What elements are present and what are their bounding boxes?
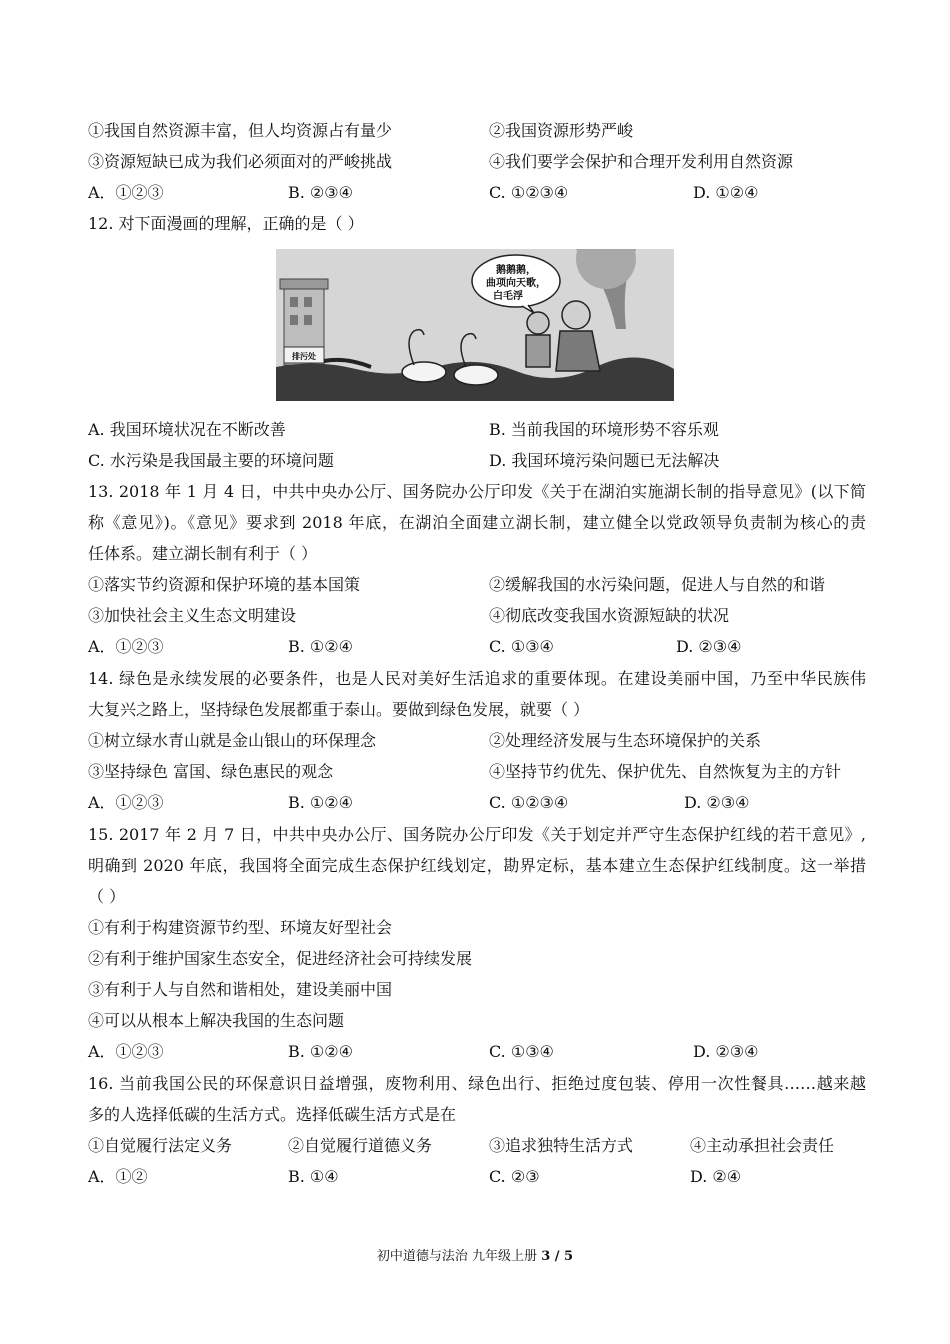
q12-choice-a: A. 我国环境状况在不断改善 [88, 420, 286, 439]
q13-choice-c: C. ①③④ [489, 637, 554, 656]
q16-choice-c: C. ②③ [489, 1167, 540, 1186]
q16-option-2: ②自觉履行道德义务 [288, 1136, 433, 1155]
q14-stem-line-1: 14. 绿色是永续发展的必要条件，也是人民对美好生活追求的重要体现。在建设美丽中国，乃至中华民族伟 [88, 669, 866, 688]
q11-option-4: ④我们要学会保护和合理开发利用自然资源 [489, 152, 794, 171]
q15-option-3: ③有利于人与自然和谐相处，建设美丽中国 [88, 980, 393, 999]
q14-stem-line-2: 大复兴之路上，坚持绿色发展都重于泰山。要做到绿色发展，就要（ ） [88, 700, 590, 719]
q14-choice-a: A．①②③ [88, 793, 164, 812]
q12-choice-c: C. 水污染是我国最主要的环境问题 [88, 451, 334, 470]
sewage-sign-text: 排污处 [292, 352, 316, 361]
q11-choice-d: D. ①②④ [693, 183, 759, 202]
q13-option-3: ③加快社会主义生态文明建设 [88, 606, 297, 625]
q14-option-3: ③坚持绿色 富国、绿色惠民的观念 [88, 762, 334, 781]
q16-choice-d: D. ②④ [690, 1167, 742, 1186]
q15-option-1: ①有利于构建资源节约型、环境友好型社会 [88, 918, 393, 937]
bubble-text-2: 曲项向天歌， [486, 278, 546, 289]
q13-choice-d: D. ②③④ [676, 637, 742, 656]
q13-stem-line-2: 称《意见》)。《意见》要求到 2018 年底，在湖泊全面建立湖长制，建立健全以党政领导负责制为核心的责 [88, 513, 866, 532]
q13-choice-a: A．①②③ [88, 637, 164, 656]
q13-option-1: ①落实节约资源和保护环境的基本国策 [88, 575, 361, 594]
q12-stem: 12. 对下面漫画的理解，正确的是（ ） [88, 214, 364, 233]
q11-choice-a: A．①②③ [88, 183, 164, 202]
q14-option-2: ②处理经济发展与生态环境保护的关系 [489, 731, 762, 750]
q11-option-1: ①我国自然资源丰富，但人均资源占有量少 [88, 121, 393, 140]
footer-text: 初中道德与法治 九年级上册 [376, 1249, 542, 1264]
q16-option-3: ③追求独特生活方式 [489, 1136, 634, 1155]
q16-stem-line-1: 16. 当前我国公民的环保意识日益增强，废物利用、绿色出行、拒绝过度包装、停用一次性餐具……越来越 [88, 1074, 866, 1093]
q16-stem-line-2: 多的人选择低碳的生活方式。选择低碳生活方式是在 [88, 1105, 457, 1124]
q16-choice-a: A．①② [88, 1167, 148, 1186]
q11-option-3: ③资源短缺已成为我们必须面对的严峻挑战 [88, 152, 393, 171]
q16-option-4: ④主动承担社会责任 [690, 1136, 835, 1155]
q15-option-4: ④可以从根本上解决我国的生态问题 [88, 1011, 345, 1030]
q11-choice-c: C. ①②③④ [489, 183, 569, 202]
q15-choice-c: C. ①③④ [489, 1042, 554, 1061]
q14-choice-b: B. ①②④ [288, 793, 353, 812]
q16-choice-b: B. ①④ [288, 1167, 339, 1186]
q13-stem-line-1: 13. 2018 年 1 月 4 日，中共中央办公厅、国务院办公厅印发《关于在湖泊实施湖长制的指导意见》(以下简 [88, 482, 866, 501]
q15-choice-a: A．①②③ [88, 1042, 164, 1061]
q14-choice-d: D. ②③④ [684, 793, 750, 812]
cartoon-illustration [276, 249, 674, 401]
q13-option-4: ④彻底改变我国水资源短缺的状况 [489, 606, 730, 625]
q14-option-1: ①树立绿水青山就是金山银山的环保理念 [88, 731, 377, 750]
q13-choice-b: B. ①②④ [288, 637, 353, 656]
q12-choice-d: D. 我国环境污染问题已无法解决 [489, 451, 720, 470]
page-footer [0, 1248, 950, 1266]
q13-stem-line-3: 任体系。建立湖长制有利于（ ） [88, 544, 318, 563]
bubble-text-3: 白毛浮 [493, 291, 523, 302]
q15-stem-line-3: （ ） [88, 887, 126, 906]
bubble-text-1: 鹅鹅鹅， [496, 265, 536, 276]
q12-choice-b: B. 当前我国的环境形势不容乐观 [489, 420, 719, 439]
q11-choice-b: B. ②③④ [288, 183, 353, 202]
q15-choice-b: B. ①②④ [288, 1042, 353, 1061]
q15-choice-d: D. ②③④ [693, 1042, 759, 1061]
q15-stem-line-2: 明确到 2020 年底，我国将全面完成生态保护红线划定，勘界定标，基本建立生态保护红线制度。这一举措 [88, 856, 866, 875]
q15-stem-line-1: 15. 2017 年 2 月 7 日，中共中央办公厅、国务院办公厅印发《关于划定并严守生态保护红线的若干意见》, [88, 825, 866, 844]
q15-option-2: ②有利于维护国家生态安全，促进经济社会可持续发展 [88, 949, 473, 968]
q14-choice-c: C. ①②③④ [489, 793, 569, 812]
page-number: 3 / 5 [541, 1249, 574, 1264]
q11-option-2: ②我国资源形势严峻 [489, 121, 634, 140]
q16-option-1: ①自觉履行法定义务 [88, 1136, 233, 1155]
pollution-cartoon [276, 249, 674, 401]
q14-option-4: ④坚持节约优先、保护优先、自然恢复为主的方针 [489, 762, 842, 781]
q13-option-2: ②缓解我国的水污染问题，促进人与自然的和谐 [489, 575, 826, 594]
